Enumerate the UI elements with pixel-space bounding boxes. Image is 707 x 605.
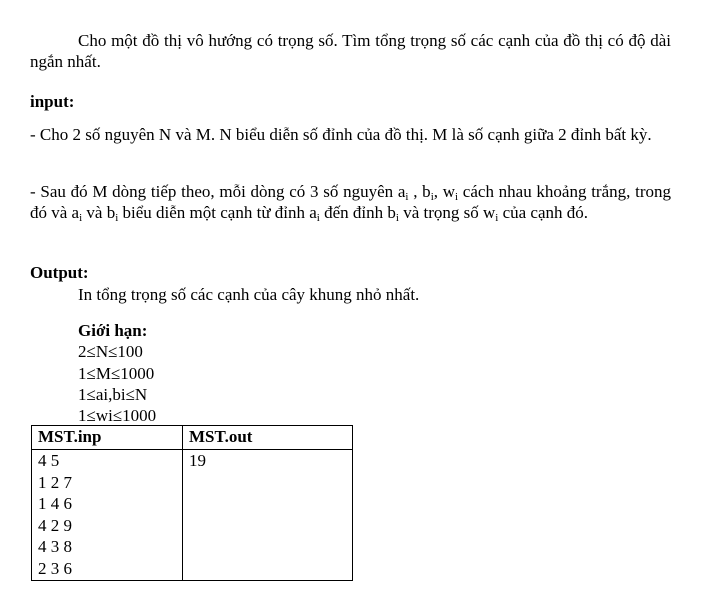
sample-header-row — [32, 426, 353, 450]
limit-n: 2≤N≤100 — [78, 342, 143, 361]
input-line: 1 4 6 — [38, 494, 72, 514]
output-heading: Output: — [30, 263, 89, 282]
limit-ai-bi: 1≤ai,bi≤N — [78, 385, 148, 404]
input-line: 4 3 8 — [38, 537, 72, 557]
sample-input-cell — [32, 450, 183, 581]
intro-text: Cho một đồ thị vô hướng có trọng số. Tìm tổng trọng số các cạnh của đồ thị có độ dài ngắn nhất. — [30, 31, 671, 71]
output-line: 19 — [189, 451, 206, 470]
limit-wi: 1≤wi≤1000 — [78, 406, 157, 425]
limits-heading: Giới hạn: — [78, 321, 148, 340]
limit-m: 1≤M≤1000 — [78, 364, 155, 383]
intro-paragraph — [30, 30, 671, 72]
sample-input-header: MST.inp — [32, 426, 183, 450]
input-line: 1 2 7 — [38, 472, 72, 492]
sample-output-header: MST.out — [183, 426, 353, 450]
input-paragraph-2: - Sau đó M dòng tiếp theo, mỗi dòng có 3 số nguyên $a_i$ , $b_i$, $w_i$ cách nhau khoảng trắng, trong đó và $a_i$ và $b_i$ biểu diễn một cạnh từ đỉnh $a_i$ đến đỉnh $b_i$ và trọng số $w_i$ của cạnh đó. — [30, 182, 671, 224]
input-line: 2 3 6 — [38, 558, 72, 578]
input-heading: input: — [30, 92, 75, 111]
output-text: In tổng trọng số các cạnh của cây khung nhỏ nhất. — [78, 285, 420, 304]
sample-table — [31, 425, 353, 581]
input-paragraph-1: - Cho 2 số nguyên N và M. N biểu diễn số đỉnh của đồ thị. M là số cạnh giữa 2 đỉnh bất kỳ. — [30, 125, 652, 144]
sample-data-row — [32, 450, 353, 581]
sample-output-cell — [183, 450, 353, 581]
input-line: 4 5 — [38, 451, 60, 470]
input-line: 4 2 9 — [38, 515, 72, 535]
